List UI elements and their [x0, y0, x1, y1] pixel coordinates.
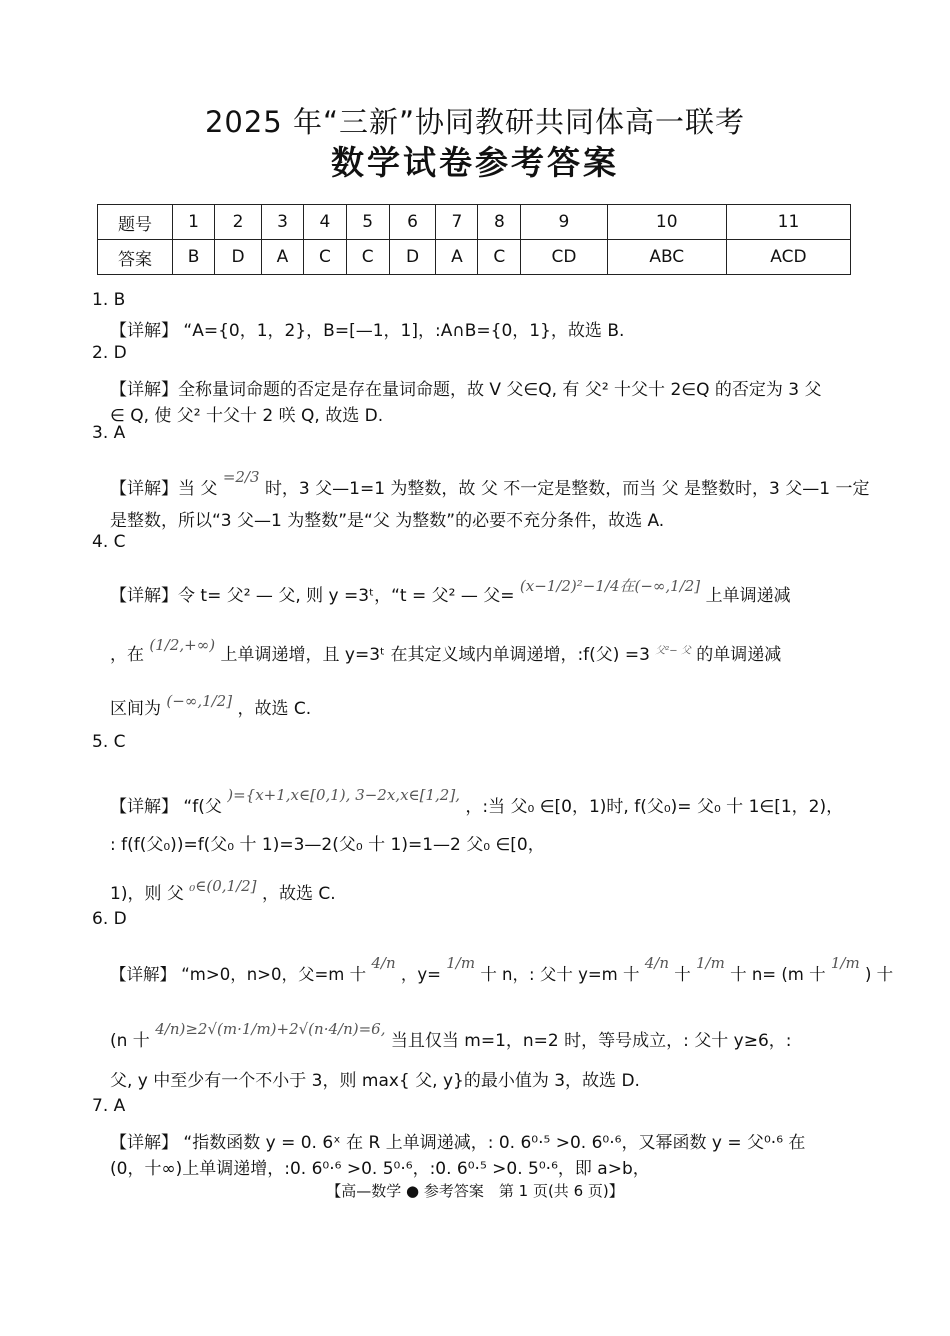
q2-detail-2: ∈ Q, 使 父² 十父十 2 咲 Q, 故选 D. [110, 406, 384, 426]
q5-text-a: 【详解】 “f(父 [110, 797, 222, 817]
q6-text-b: ，y= [400, 965, 441, 984]
math-q5-piecewise: )={x+1,x∈[0,1), 3−2x,x∈[1,2], [227, 786, 460, 804]
q6-text-f: ) 十 [864, 965, 894, 984]
math-q6-1m-a: 1/m [446, 954, 476, 972]
math-q4-result: (−∞,1/2] [166, 692, 233, 710]
math-two-thirds: =2/3 [222, 468, 260, 486]
q4-detail-1 [110, 577, 791, 606]
question-number-cell: 4 [304, 205, 347, 240]
math-q4-expr: (x−1/2)²−1/4在(−∞,1/2] [519, 577, 701, 595]
math-q4-interval: (1/2,+∞) [149, 636, 216, 654]
q5-text-c: 1)，则 父 [110, 884, 184, 904]
answer-cell: B [173, 240, 215, 275]
answer-row [98, 240, 851, 275]
answer-cell: ACD [726, 240, 850, 275]
q3-heading: 3. A [92, 423, 126, 443]
q5-text-d: ，故选 C. [261, 884, 336, 904]
question-number-cell: 6 [389, 205, 436, 240]
question-number-cell: 2 [215, 205, 262, 240]
row-label-answer: 答案 [98, 240, 173, 275]
q4-text-a: 【详解】令 t= 父² — 父, 则 y =3ᵗ，“t = 父² — 父= [110, 586, 515, 606]
question-number-cell: 7 [436, 205, 478, 240]
answer-cell: C [304, 240, 347, 275]
q3-text-b: 时，3 父—1=1 为整数，故 父 不一定是整数，而当 父 是整数时，3 父—1 一定 [264, 479, 870, 499]
answer-cell: ABC [607, 240, 726, 275]
q4-text-f: 区间为 [110, 699, 161, 719]
q6-text-g: (n 十 [110, 1031, 150, 1051]
q2-detail-1: 【详解】全称量词命题的否定是存在量词命题，故 V 父∈Q, 有 父² 十父十 2∈Q 的否定为 3 父 [110, 380, 822, 400]
question-number-cell: 8 [478, 205, 521, 240]
math-q5-result: ₀∈(0,1/2] [189, 877, 257, 895]
q4-detail-2 [110, 636, 782, 665]
question-number-cell: 5 [346, 205, 389, 240]
answer-cell: D [215, 240, 262, 275]
question-number-cell: 11 [726, 205, 850, 240]
q6-detail-1 [110, 954, 894, 985]
math-q6-4n-b: 4/n [644, 954, 669, 972]
q3-text-a: 【详解】当 父 [110, 479, 218, 499]
answer-cell: CD [521, 240, 607, 275]
q4-text-d: 上单调递增，且 y=3ᵗ 在其定义域内单调递增，:f(父) =3 [220, 645, 650, 665]
row-label-question: 题号 [98, 205, 173, 240]
question-number-cell: 9 [521, 205, 607, 240]
q1-detail: 【详解】 “A={0，1，2}，B=[—1，1]，:A∩B={0，1}，故选 B. [110, 321, 625, 341]
q6-text-h: 当且仅当 m=1，n=2 时，等号成立，: 父十 y≥6，: [390, 1031, 792, 1051]
q4-text-e: 的单调递减 [696, 645, 782, 665]
q4-text-c: ，在 [110, 645, 144, 665]
q5-heading: 5. C [92, 732, 126, 752]
q4-text-g: ，故选 C. [237, 699, 312, 719]
math-q4-exponent: 父²− 父 [655, 645, 691, 657]
q6-detail-2 [110, 1020, 792, 1051]
q5-detail-1 [110, 786, 844, 817]
answer-cell: A [261, 240, 303, 275]
title-line-1: 2025 年“三新”协同教研共同体高一联考 [204, 105, 746, 139]
page-footer: 【高—数学 ● 参考答案 第 1 页(共 6 页)】 [326, 1182, 624, 1200]
q5-text-b: ，:当 父₀ ∈[0，1)时, f(父₀)= 父₀ 十 1∈[1，2)， [465, 797, 844, 817]
q5-detail-2: : f(f(父₀))=f(父₀ 十 1)=3—2(父₀ 十 1)=1—2 父₀ ∈[0， [110, 835, 545, 855]
q7-heading: 7. A [92, 1096, 126, 1116]
q5-detail-3 [110, 879, 336, 904]
q2-heading: 2. D [92, 343, 127, 363]
q6-detail-3: 父, y 中至少有一个不小于 3，则 max{ 父, y}的最小值为 3，故选 D. [110, 1071, 640, 1091]
question-number-row [98, 205, 851, 240]
answer-cell: C [478, 240, 521, 275]
title-line-2: 数学试卷参考答案 [331, 143, 619, 182]
question-number-cell: 3 [261, 205, 303, 240]
q3-detail-1 [110, 468, 870, 499]
answer-table [97, 204, 851, 275]
math-q6-1m-c: 1/m [830, 954, 860, 972]
q7-detail-1: 【详解】 “指数函数 y = 0. 6ˣ 在 R 上单调递减，: 0. 6⁰·⁵ >0. 6⁰·⁶，又幂函数 y = 父⁰·⁶ 在 [110, 1133, 806, 1153]
q6-heading: 6. D [92, 909, 127, 929]
q4-detail-3 [110, 694, 311, 719]
q6-text-e: 十 n= (m 十 [730, 965, 826, 984]
math-q6-1m-b: 1/m [696, 954, 725, 972]
q4-heading: 4. C [92, 532, 126, 552]
math-q6-inequality: 4/n)≥2√(m·1/m)+2√(n·4/n)=6, [155, 1020, 386, 1038]
q3-detail-2: 是整数，所以“3 父—1 为整数”是“父 为整数”的必要不充分条件，故选 A. [110, 511, 665, 531]
math-q6-4n-a: 4/n [371, 954, 396, 972]
question-number-cell: 1 [173, 205, 215, 240]
q6-text-a: 【详解】 “m>0，n>0，父=m 十 [110, 965, 367, 984]
q6-text-d: 十 [674, 965, 691, 984]
q1-heading: 1. B [92, 290, 126, 310]
question-number-cell: 10 [607, 205, 726, 240]
answer-cell: C [346, 240, 389, 275]
answer-cell: D [389, 240, 436, 275]
q4-text-b: 上单调递减 [705, 586, 791, 606]
q7-detail-2: (0，十∞)上单调递增，:0. 6⁰·⁶ >0. 5⁰·⁶，:0. 6⁰·⁵ >0. 5⁰·⁶，即 a>b， [110, 1159, 650, 1179]
answer-cell: A [436, 240, 478, 275]
q6-text-c: 十 n，: 父十 y=m 十 [480, 965, 640, 984]
